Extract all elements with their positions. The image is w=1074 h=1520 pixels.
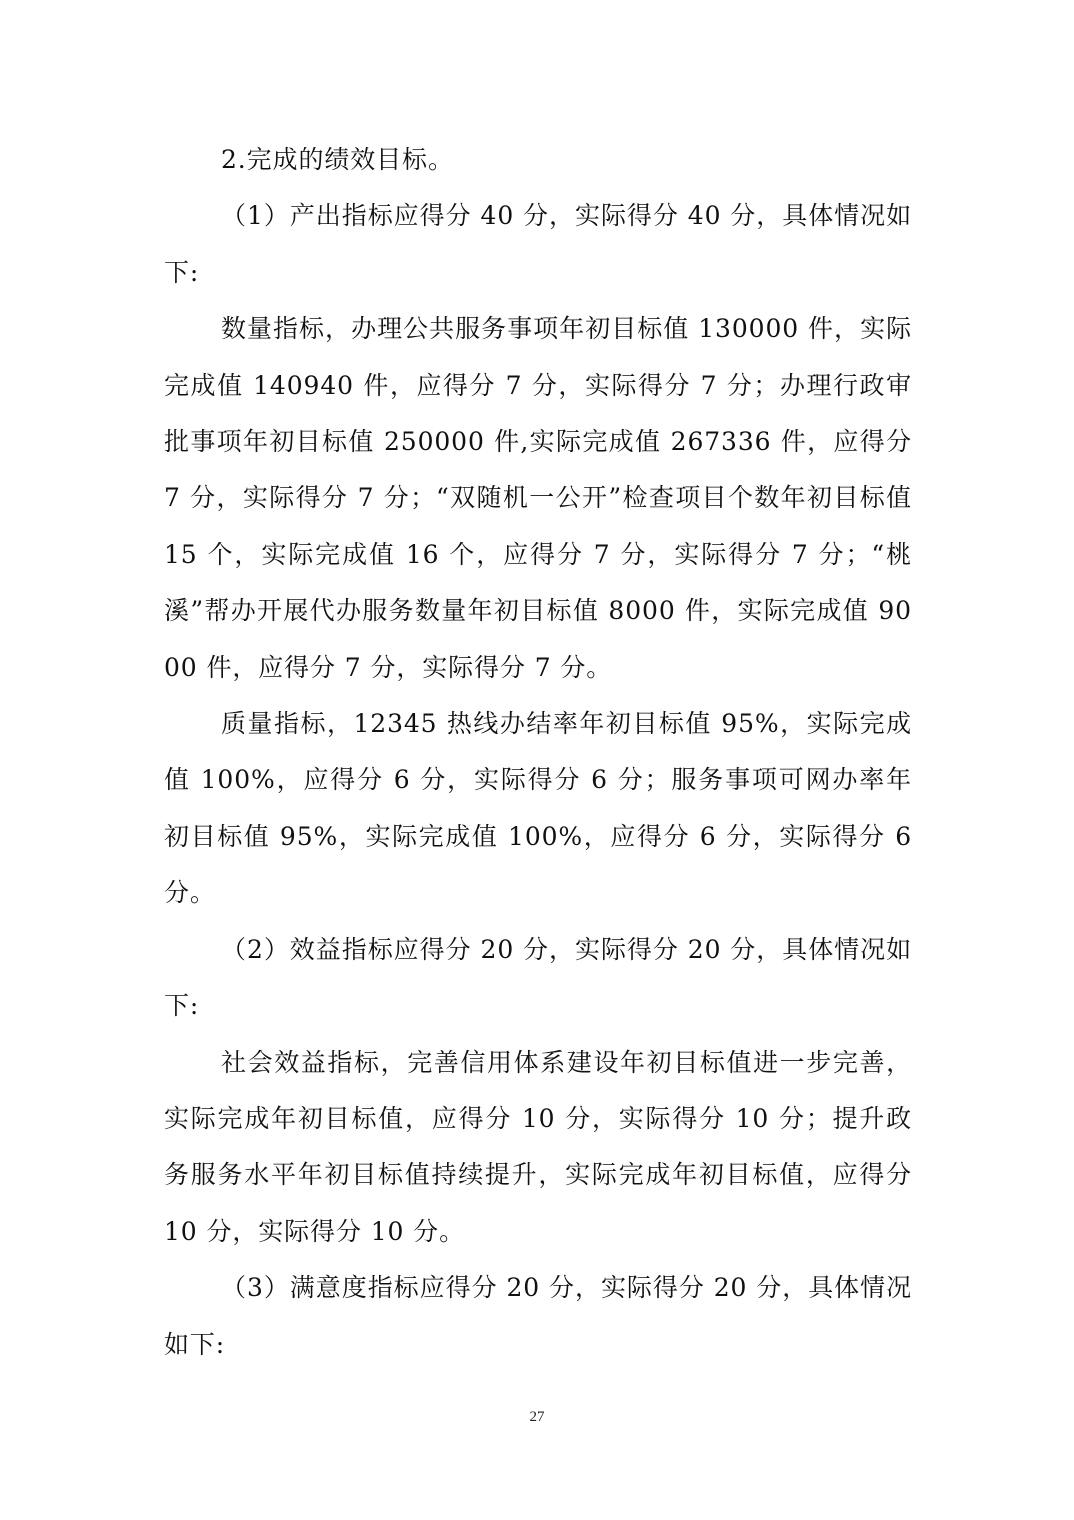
paragraph-quality-indicators: 质量指标，12345 热线办结率年初目标值 95%，实际完成值 100%，应得分 6 分，实际得分 6 分；服务事项可网办率年初目标值 95%，实际完成值 100%，应得分 6 分，实际得分 6 分。 xyxy=(164,709,912,908)
page-number: 27 xyxy=(529,1409,545,1425)
paragraph-social-benefit-indicators: 社会效益指标，完善信用体系建设年初目标值进一步完善，实际完成年初目标值，应得分 10 分，实际得分 10 分；提升政务服务水平年初目标值持续提升，实际完成年初目标值，应得分 10 分，实际得分 10 分。 xyxy=(164,1047,912,1246)
paragraph-heading-performance-goals: 2.完成的绩效目标。 xyxy=(221,145,454,174)
body-text xyxy=(164,132,912,1373)
paragraph-satisfaction-indicators: （3）满意度指标应得分 20 分，实际得分 20 分，具体情况如下: xyxy=(164,1273,912,1359)
paragraph-output-indicators: （1）产出指标应得分 40 分，实际得分 40 分，具体情况如下: xyxy=(164,201,912,287)
paragraph-benefit-indicators: （2）效益指标应得分 20 分，实际得分 20 分，具体情况如下: xyxy=(164,934,912,1021)
paragraph-quantity-indicators: 数量指标，办理公共服务事项年初目标值 130000 件，实际完成值 140940 件，应得分 7 分，实际得分 7 分；办理行政审批事项年初目标值 250000 件,实际完成值 267336 件，应得分 7 分，实际得分 7 分；“双随机一公开”检查项目个数年初目标值 15 个，实际完成值 16 个，应得分 7 分，实际得分 7 分；“桃溪”帮办开展代办服务数量年初目标值 8000 件，实际完成值 9000 件，应得分 7 分，实际得分 7 分。 xyxy=(164,314,912,682)
